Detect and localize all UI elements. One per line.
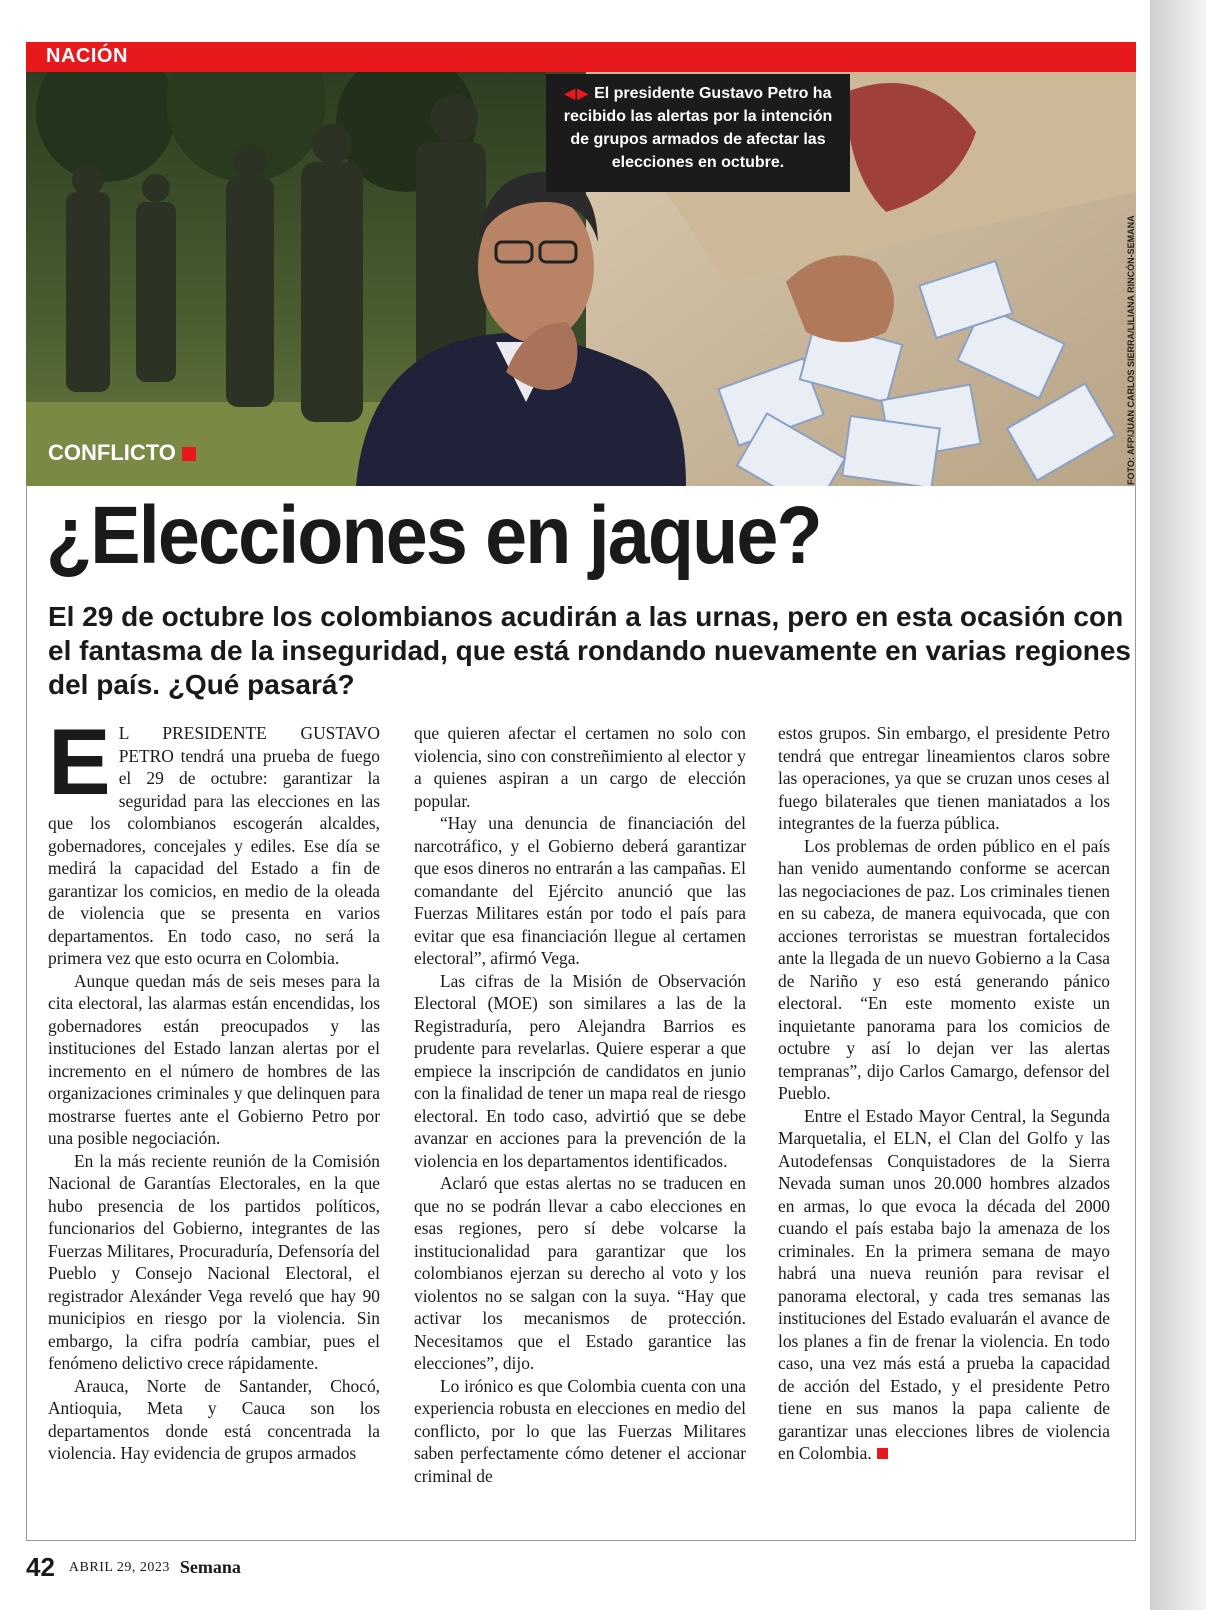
paragraph: Las cifras de la Misión de Observación Electoral (MOE) son similares a las de la Registraduría, pero Alejandra Barrios es prudente para revelarlas. Quiere esperar a que empiece la inscripción de candidatos en junio con la finalidad de tener un mapa real de riesgo electoral. En todo caso, advirtió que se debe avanzar en acciones para la prevención de la violencia en los departamentos identificados.	[414, 970, 746, 1171]
paragraph: que quieren afectar el certamen no solo con violencia, sino con constreñimiento al elector y a quienes aspiran a un cargo de elección popular.	[414, 723, 746, 811]
article-body	[48, 709, 1112, 1522]
column-3	[778, 722, 1110, 1465]
paragraph: Los problemas de orden público en el país han venido aumentando conforme se acercan las negociaciones de paz. Los criminales tienen en su cabeza, de manera equivocada, que con acciones terroristas se muestran fortalecidos ante la llegada de un nuevo Gobierno a la Casa de Nariño y eso está generando pánico electoral. “En este momento existe un inquietante panorama para los comicios de octubre y así lo dejan ver las alertas tempranas”, dijo Carlos Camargo, defensor del Pueblo.	[778, 835, 1110, 1103]
frame-left	[26, 486, 27, 1541]
paragraph: Arauca, Norte de Santander, Chocó, Antioquia, Meta y Cauca son los departamentos donde está concentrada la violencia. Hay evidencia de grupos armados	[48, 1375, 380, 1463]
paragraph: “Hay una denuncia de financiación del narcotráfico, y el Gobierno deberá garantizar que esos dineros no entrarán a las campañas. El comandante del Ejército anunció que las Fuerzas Militares están por todo el país para evitar que esa financiación llegue al certamen electoral”, afirmó Vega.	[414, 813, 746, 968]
column-1	[48, 709, 380, 1465]
column-2	[414, 722, 746, 1487]
paragraph: L PRESIDENTE GUSTAVO PETRO tendrá una prueba de fuego el 29 de octubre: garantizar la seguridad para las elecciones en las que los colombianos escogerán alcaldes, gobernadores, concejales y ediles. Ese día se medirá la capacidad del Estado a fin de garantizar los comicios, en medio de la oleada de violencia que se presenta en varios departamentos. En todo caso, no será la primera vez que esto ocurra en Colombia.	[48, 723, 380, 968]
footer-rule	[26, 1540, 1136, 1541]
page-edge-shadow	[1150, 0, 1206, 1610]
photo-tag	[48, 440, 196, 466]
photo-caption	[546, 74, 850, 192]
page-number: 42	[26, 1552, 55, 1582]
caption-arrows-icon: ◀▶	[564, 85, 591, 101]
paragraph: Aunque quedan más de seis meses para la cita electoral, las alarmas están encendidas, los gobernadores están preocupados y las instituciones del Estado lanzan alertas por el incremento en el número de hombres de las organizaciones criminales y que delinquen para mostrarse fuertes ante el Gobierno Petro por una posible negociación.	[48, 970, 380, 1148]
photo-tag-label: CONFLICTO	[48, 440, 176, 465]
deck: El 29 de octubre los colombianos acudirán a las urnas, pero en esta ocasión con el fantasma de la inseguridad, que está rondando nuevamente en varias regiones del país. ¿Qué pasará?	[48, 601, 1132, 700]
paragraph-last	[778, 1105, 1110, 1465]
section-label: NACIÓN	[46, 45, 128, 67]
photo-credit: FOTO: AFP/JUAN CARLOS SIERRA/LILIANA RINCÓN-SEMANA	[1126, 215, 1136, 485]
paragraph: En la más reciente reunión de la Comisión Nacional de Garantías Electorales, en la que hubo presencia de los partidos políticos, funcionarios del Gobierno, integrantes de las Fuerzas Militares, Procuraduría, Defensoría del Pueblo y Consejo Nacional Electoral, el registrador Alexánder Vega reveló que hay 90 municipios en riesgo por la violencia. Sin embargo, la cifra podría cambiar, pues el fenómeno delictivo crece rápidamente.	[48, 1150, 380, 1373]
dropcap: E	[48, 709, 111, 814]
paragraph: Lo irónico es que Colombia cuenta con una experiencia robusta en elecciones en medio del conflicto, por lo que las Fuerzas Militares saben perfectamente cómo detener el accionar criminal de	[414, 1375, 746, 1486]
end-mark-icon	[877, 1448, 888, 1459]
paragraph-last-text: Entre el Estado Mayor Central, la Segunda Marquetalia, el ELN, el Clan del Golfo y las Autodefensas Conquistadores de la Sierra Nevada suman unos 20.000 hombres alzados en armas, lo que evoca la década del 2000 cuando el país estaba bajo la amenaza de los criminales. En la primera semana de mayo habrá una nueva reunión para revisar el panorama electoral, y cada tres semanas las instituciones del Estado evaluarán el avance de los planes a fin de frenar la violencia. En todo caso, una vez más está a prueba la capacidad de acción del Estado, y el presidente Petro tiene en sus manos la papa caliente de garantizar unas elecciones libres de violencia en Colombia.	[778, 1105, 1110, 1463]
frame-right	[1135, 486, 1136, 1541]
tag-square-icon	[182, 447, 196, 461]
paragraph: estos grupos. Sin embargo, el presidente Petro tendrá que entregar lineamientos claros sobre las operaciones, ya que se cruzan unos ceses al fuego bilaterales que tienen maniatados a los integrantes de la fuerza pública.	[778, 723, 1110, 833]
headline: ¿Elecciones en jaque?	[46, 490, 821, 581]
photo-caption-text: El presidente Gustavo Petro ha recibido las alertas por la intención de grupos armados de afectar las elecciones en octubre.	[563, 85, 833, 171]
magazine-name: Semana	[179, 1557, 241, 1577]
paragraph: Aclaró que estas alertas no se traducen en que no se podrán llevar a cabo elecciones en esas regiones, pero sí debe volcarse la institucionalidad para garantizar que los colombianos ejerzan su derecho al voto y los violentos no se salgan con la suya. “Hay que activar los mecanismos de protección. Necesitamos que el Estado garantice las elecciones”, dijo.	[414, 1173, 746, 1373]
section-bar	[26, 42, 1136, 72]
issue-date: ABRIL 29, 2023	[68, 1559, 170, 1575]
page-footer	[26, 1552, 241, 1583]
